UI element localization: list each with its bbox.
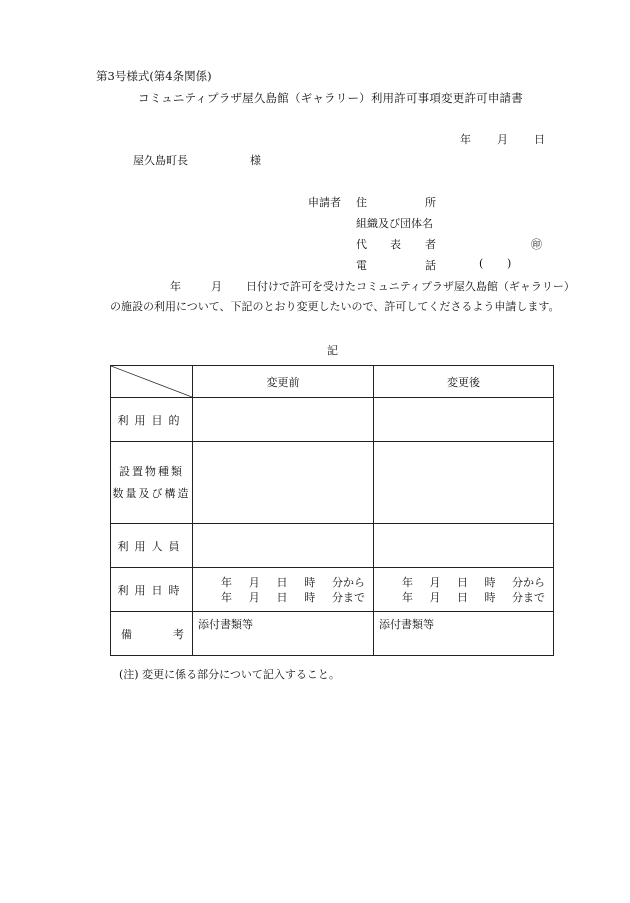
representative-label-1: 代 — [356, 238, 367, 251]
datetime-before-until — [193, 590, 373, 605]
row-label-remarks-1: 備 — [121, 627, 132, 641]
unit-from: 分から — [332, 575, 365, 589]
unit-month: 月 — [429, 575, 441, 589]
form-number: 第3号様式(第4条関係) — [96, 69, 212, 83]
address-label-2: 所 — [425, 196, 436, 209]
attachment-before-label: 添付書類等 — [198, 618, 253, 631]
row-label-datetime: 利用日時 — [111, 568, 193, 612]
unit-month: 月 — [248, 590, 260, 604]
unit-from: 分から — [512, 575, 545, 589]
body-month: 月 — [211, 280, 222, 293]
datetime-before-cell[interactable] — [193, 568, 374, 612]
ki-heading: 記 — [327, 344, 338, 357]
phone-label-1: 電 — [356, 259, 367, 272]
datetime-after-until — [374, 590, 553, 605]
unit-day: 日 — [276, 575, 288, 589]
datetime-after-from — [374, 575, 553, 590]
phone-paren-open: ( — [479, 257, 484, 270]
diagonal-line — [111, 366, 192, 397]
applicant-label: 申請者 — [308, 196, 341, 209]
row-label-equipment — [111, 442, 193, 524]
body-text: 日付けで許可を受けたコミュニティプラザ屋久島館（ギャラリー）の施設の利用について、下記のとおり変更したいので、許可してくださるよう申請します。 — [110, 280, 570, 313]
unit-year: 年 — [221, 590, 232, 604]
persons-before-cell[interactable] — [193, 524, 374, 568]
addressee-honorific: 様 — [250, 154, 261, 167]
unit-month: 月 — [248, 575, 260, 589]
column-header-before: 変更前 — [193, 366, 374, 398]
date-year: 年 — [460, 133, 471, 146]
unit-year: 年 — [402, 590, 413, 604]
unit-day: 日 — [457, 575, 468, 589]
unit-until: 分まで — [332, 590, 365, 604]
attachment-before-cell[interactable] — [193, 612, 374, 656]
persons-after-cell[interactable] — [374, 524, 554, 568]
representative-label-2: 表 — [390, 238, 401, 251]
application-body — [110, 277, 570, 317]
unit-year: 年 — [221, 575, 232, 589]
equipment-after-cell[interactable] — [374, 442, 554, 524]
unit-year: 年 — [402, 575, 413, 589]
phone-paren-close: ) — [507, 257, 512, 270]
attachment-after-label: 添付書類等 — [379, 618, 434, 631]
purpose-after-cell[interactable] — [374, 398, 554, 442]
phone-label-2: 話 — [425, 259, 436, 272]
purpose-before-cell[interactable] — [193, 398, 374, 442]
row-label-remarks — [111, 612, 193, 656]
unit-month: 月 — [429, 590, 441, 604]
seal-mark: ㊞ — [531, 238, 542, 251]
unit-day: 日 — [457, 590, 468, 604]
unit-hour: 時 — [304, 590, 316, 604]
row-label-persons: 利用人員 — [111, 524, 193, 568]
date-month: 月 — [497, 133, 508, 146]
unit-hour: 時 — [484, 590, 496, 604]
change-table — [110, 365, 554, 656]
addressee-name: 屋久島町長 — [133, 154, 188, 167]
datetime-after-cell[interactable] — [374, 568, 554, 612]
datetime-before-from — [193, 575, 373, 590]
unit-hour: 時 — [304, 575, 316, 589]
body-year: 年 — [170, 280, 181, 293]
unit-hour: 時 — [484, 575, 496, 589]
footnote: (注) 変更に係る部分について記入すること。 — [119, 668, 340, 681]
column-header-after: 変更後 — [374, 366, 554, 398]
organization-label: 組織及び団体名 — [356, 217, 433, 230]
address-label-1: 住 — [356, 196, 367, 209]
date-day: 日 — [534, 133, 545, 146]
row-label-equipment-line2: 数量及び構造 — [112, 486, 191, 500]
row-label-purpose: 利用目的 — [111, 398, 193, 442]
unit-until: 分まで — [512, 590, 545, 604]
representative-label-3: 者 — [425, 238, 436, 251]
equipment-before-cell[interactable] — [193, 442, 374, 524]
diagonal-header-cell — [111, 366, 193, 398]
row-label-equipment-line1: 設置物種類 — [119, 464, 184, 478]
row-label-remarks-2: 考 — [173, 627, 184, 641]
attachment-after-cell[interactable] — [374, 612, 554, 656]
unit-day: 日 — [276, 590, 288, 604]
document-title: コミュニティプラザ屋久島館（ギャラリー）利用許可事項変更許可申請書 — [138, 91, 523, 105]
